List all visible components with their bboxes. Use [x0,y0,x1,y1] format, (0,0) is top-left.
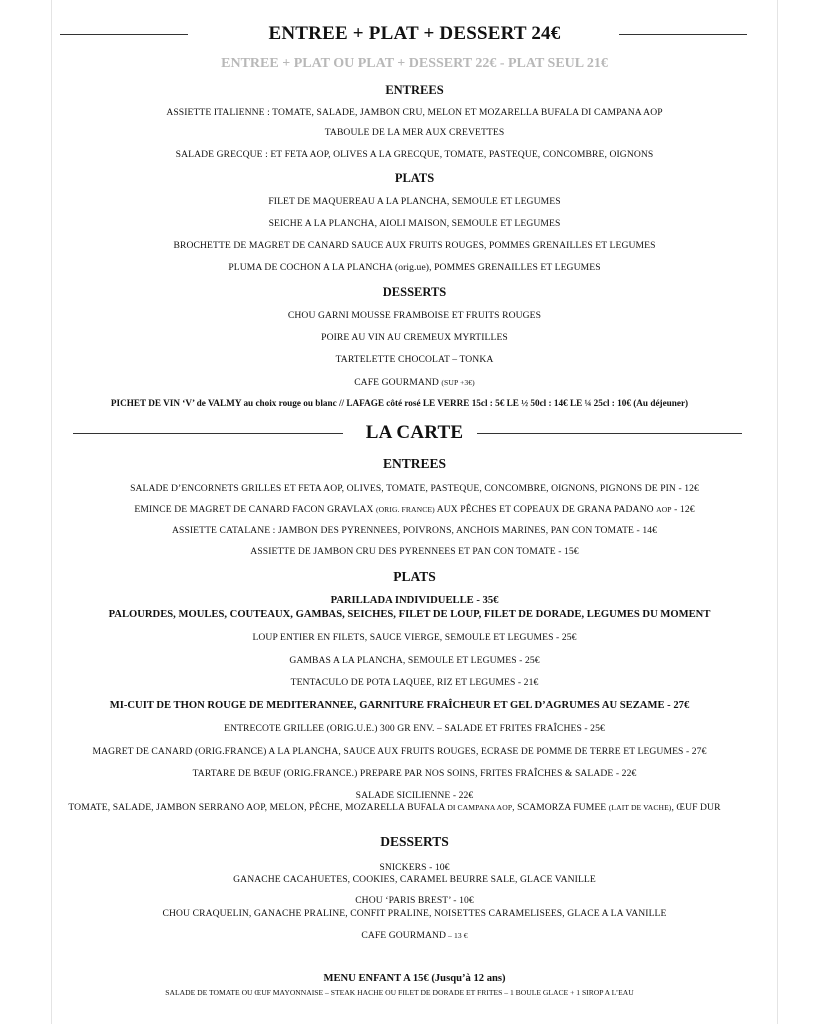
carte-plats-heading: PLATS [393,569,436,584]
menu-item: ASSIETTE CATALANE : JAMBON DES PYRENNEES, POIVRONS, ANCHOIS MARINES, PAN CON TOMATE - 14€ [171,525,658,536]
menu-enfant-description: SALADE DE TOMATE OU ŒUF MAYONNAISE – STEAK HACHE OU FILET DE DORADE ET FRITES – 1 BOULE GLACE + 1 SIROP A L’EAU [165,988,634,997]
menu-item: BROCHETTE DE MAGRET DE CANARD SAUCE AUX FRUITS ROUGES, POMMES GRENAILLES ET LEGUMES [173,240,656,251]
menu-enfant-title: MENU ENFANT A 15€ (Jusqu’à 12 ans) [323,973,506,984]
menu-item: PLUMA DE COCHON A LA PLANCHA (orig.ue), POMMES GRENAILLES ET LEGUMES [228,262,601,273]
menu-item-emince: EMINCE DE MAGRET DE CANARD FACON GRAVLAX (ORIG. FRANCE) AUX PÊCHES ET COPEAUX DE GRANA PADANO AOP - 12€ [134,504,695,515]
formule-title: ENTREE + PLAT + DESSERT 24€ [268,23,561,44]
cafe-label: CAFE GOURMAND [354,377,439,388]
parillada-description: PALOURDES, MOULES, COUTEAUX, GAMBAS, SEICHES, FILET DE LOUP, FILET DE DORADE, LEGUMES DU MOMENT [108,609,711,620]
formule-subtitle: ENTREE + PLAT OU PLAT + DESSERT 22€ - PLAT SEUL 21€ [221,56,608,71]
menu-item: LOUP ENTIER EN FILETS, SAUCE VIERGE, SEMOULE ET LEGUMES - 25€ [252,632,577,643]
menu-item: POIRE AU VIN AU CREMEUX MYRTILLES [321,332,508,343]
thon-rouge-item: MI-CUIT DE THON ROUGE DE MEDITERANNEE, GARNITURE FRAÎCHEUR ET GEL D’AGRUMES AU SEZAME - 27€ [109,700,690,711]
menu-item: GAMBAS A LA PLANCHA, SEMOULE ET LEGUMES - 25€ [289,655,540,666]
menu-item: SEICHE A LA PLANCHA, AIOLI MAISON, SEMOULE ET LEGUMES [268,218,561,229]
menu-item: MAGRET DE CANARD (ORIG.FRANCE) A LA PLANCHA, SAUCE AUX FRUITS ROUGES, ECRASE DE POMME DE TERRE ET LEGUMES - 27€ [92,746,707,757]
carte-desserts-heading: DESSERTS [380,834,449,849]
cafe-supplement: (SUP +3€) [441,378,475,387]
menu-item: ASSIETTE DE JAMBON CRU DES PYRENNEES ET PAN CON TOMATE - 15€ [250,546,579,557]
formule-desserts-heading: DESSERTS [382,285,447,299]
wine-pitcher-line: PICHET DE VIN ‘V’ de VALMY au choix rouge ou blanc // LAFAGE côté rosé LE VERRE 15cl : 5€ LE ½ 50cl : 14€ LE ¼ 25cl : 10€ (Au déjeuner) [110,398,689,408]
snickers-title: SNICKERS - 10€ [379,862,450,873]
menu-item: CHOU GARNI MOUSSE FRAMBOISE ET FRUITS ROUGES [287,310,542,321]
menu-item: TENTACULO DE POTA LAQUEE, RIZ ET LEGUMES - 21€ [290,677,539,688]
formule-cafe-gourmand [51,377,778,388]
sicilienne-description: TOMATE, SALADE, JAMBON SERRANO AOP, MELON, PÊCHE, MOZARELLA BUFALA DI CAMPANA AOP, SCAMORZA FUMEE (LAIT DE VACHE), ŒUF DUR [68,802,721,813]
menu-item: TABOULE DE LA MER AUX CREVETTES [324,127,505,138]
chou-title: CHOU ‘PARIS BREST’ - 10€ [355,895,474,906]
menu-item: ASSIETTE ITALIENNE : TOMATE, SALADE, JAMBON CRU, MELON ET MOZARELLA BUFALA DI CAMPANA AOP [166,107,663,118]
menu-item: TARTARE DE BŒUF (ORIG.FRANCE.) PREPARE PAR NOS SOINS, FRITES FRAÎCHES & SALADE - 22€ [192,768,637,779]
menu-item: ENTRECOTE GRILLEE (ORIG.U.E.) 300 GR ENV. – SALADE ET FRITES FRAÎCHES - 25€ [224,723,605,734]
carte-entrees-heading: ENTREES [382,456,447,471]
parillada-title: PARILLADA INDIVIDUELLE - 35€ [330,595,499,606]
formule-entrees-heading: ENTREES [385,83,444,97]
menu-item: FILET DE MAQUEREAU A LA PLANCHA, SEMOULE ET LEGUMES [268,196,561,207]
menu-item: SALADE D’ENCORNETS GRILLES ET FETA AOP, OLIVES, TOMATE, PASTEQUE, CONCOMBRE, OIGNONS, PIGNONS DE PIN - 12€ [130,483,699,494]
chou-description: CHOU CRAQUELIN, GANACHE PRALINE, CONFIT PRALINE, NOISETTES CARAMELISEES, GLACE A LA VANILLE [162,908,667,919]
formule-plats-heading: PLATS [394,171,435,185]
snickers-description: GANACHE CACAHUETES, COOKIES, CARAMEL BEURRE SALE, GLACE VANILLE [233,874,596,885]
menu-item: SALADE GRECQUE : ET FETA AOP, OLIVES A LA GRECQUE, TOMATE, PASTEQUE, CONCOMBRE, OIGNONS [175,149,654,160]
carte-cafe-gourmand: CAFE GOURMAND – 13 € [361,930,468,941]
sicilienne-title: SALADE SICILIENNE - 22€ [355,790,474,801]
carte-title: LA CARTE [365,422,464,443]
menu-item: TARTELETTE CHOCOLAT – TONKA [335,354,494,365]
